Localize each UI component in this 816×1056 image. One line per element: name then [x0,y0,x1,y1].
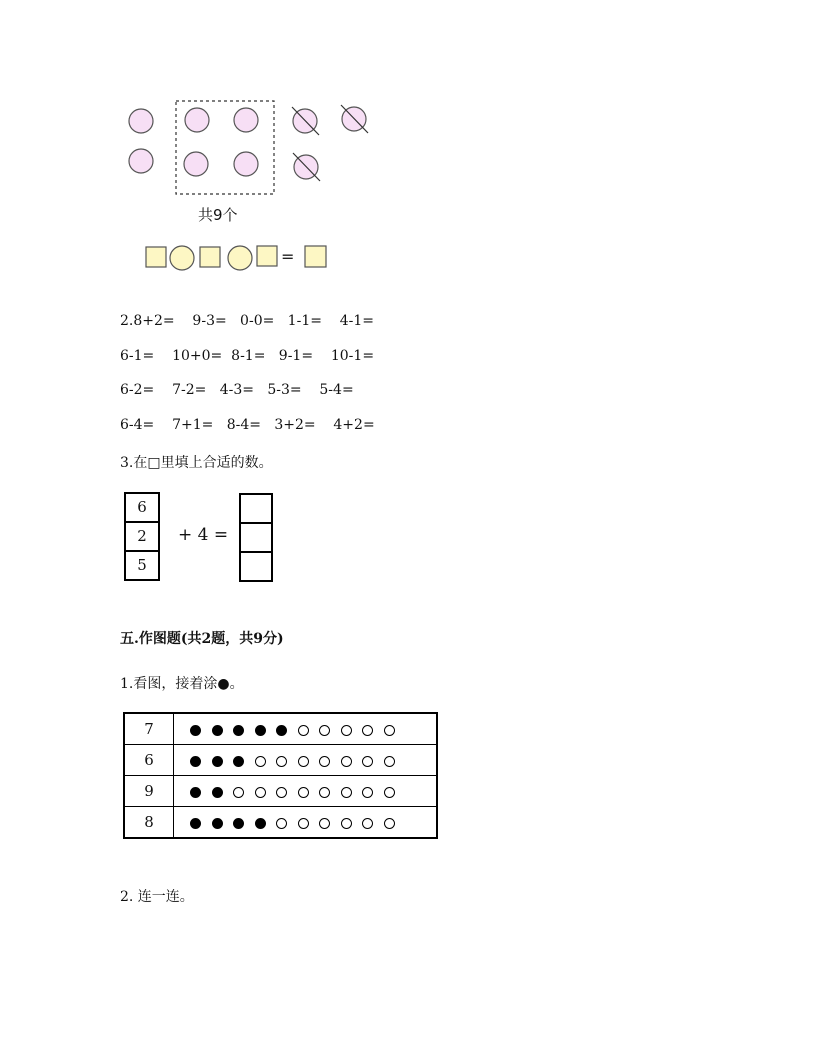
filled-dot [212,725,223,736]
empty-dot[interactable] [319,756,330,767]
filled-dot [212,756,223,767]
empty-dot[interactable] [341,818,352,829]
operator-circle [170,246,194,270]
empty-dot[interactable] [319,787,330,798]
table-row [124,776,437,807]
filled-dot [276,725,287,736]
row-number: 8 [124,807,174,839]
empty-dot[interactable] [384,787,395,798]
empty-dot[interactable] [276,787,287,798]
table-row [124,807,437,839]
filled-dot [233,756,244,767]
circle [234,152,258,176]
empty-dot[interactable] [384,818,395,829]
answer-box[interactable] [241,495,271,524]
answer-box [200,247,220,267]
answer-stack [239,493,273,582]
empty-dot[interactable] [255,787,266,798]
filled-dot [190,818,201,829]
stack-number: 6 [126,494,158,523]
equation-shapes-row [144,242,334,274]
empty-dot[interactable] [384,756,395,767]
empty-dot[interactable] [255,756,266,767]
arithmetic-line-3: 6-2= 7-2= 4-3= 5-3= 5-4= [120,382,354,398]
row-number: 7 [124,713,174,745]
dot-row [174,776,438,807]
question-2-prompt: 2. 连一连。 [120,889,194,905]
empty-dot[interactable] [362,787,373,798]
answer-box[interactable] [241,553,271,580]
stack-number: 5 [137,556,147,574]
operation-text: + 4 = [178,525,229,545]
empty-dot[interactable] [276,818,287,829]
empty-dot[interactable] [319,818,330,829]
filled-dot [190,787,201,798]
empty-dot[interactable] [298,725,309,736]
dot-row [174,745,438,776]
empty-dot[interactable] [384,725,395,736]
dot-row [174,807,438,839]
row-number: 9 [124,776,174,807]
section-title: 五.作图题(共2题，共9分) [120,631,284,647]
empty-dot[interactable] [319,725,330,736]
filled-dot [233,725,244,736]
circle [184,152,208,176]
dot-row [174,713,438,745]
empty-dot[interactable] [341,725,352,736]
circle [234,108,258,132]
filled-dot [255,725,266,736]
empty-dot[interactable] [341,756,352,767]
number-stack [124,492,160,581]
arithmetic-line-2: 6-1= 10+0= 8-1= 9-1= 10-1= [120,348,375,364]
empty-dot[interactable] [233,787,244,798]
operator-circle [228,246,252,270]
empty-dot[interactable] [362,725,373,736]
circle [185,108,209,132]
circle [129,149,153,173]
empty-dot[interactable] [362,818,373,829]
empty-dot[interactable] [276,756,287,767]
empty-dot[interactable] [341,787,352,798]
filled-dot [190,725,201,736]
filled-dot [233,818,244,829]
empty-dot[interactable] [298,756,309,767]
answer-box [146,247,166,267]
filled-dot [255,818,266,829]
empty-dot[interactable] [298,818,309,829]
empty-dot[interactable] [298,787,309,798]
filled-dot [212,818,223,829]
circle [129,109,153,133]
row-number: 6 [124,745,174,776]
table-row [124,713,437,745]
filled-dot [190,756,201,767]
question-1-prompt: 1.看图，接着涂●。 [120,676,244,692]
answer-box [257,246,277,266]
equals-sign: = [281,247,295,266]
dot-table [123,712,438,839]
question-3-prompt: 3.在□里填上合适的数。 [120,455,273,471]
answer-box[interactable] [241,524,271,553]
arithmetic-line-4: 6-4= 7+1= 8-4= 3+2= 4+2= [120,417,375,433]
circles-figure [120,95,380,200]
table-row [124,745,437,776]
arithmetic-line-1: 2.8+2= 9-3= 0-0= 1-1= 4-1= [120,313,375,329]
stack-number: 2 [126,523,158,552]
answer-box [305,246,326,267]
filled-dot [212,787,223,798]
empty-dot[interactable] [362,756,373,767]
total-count-label: 共9个 [198,206,238,224]
